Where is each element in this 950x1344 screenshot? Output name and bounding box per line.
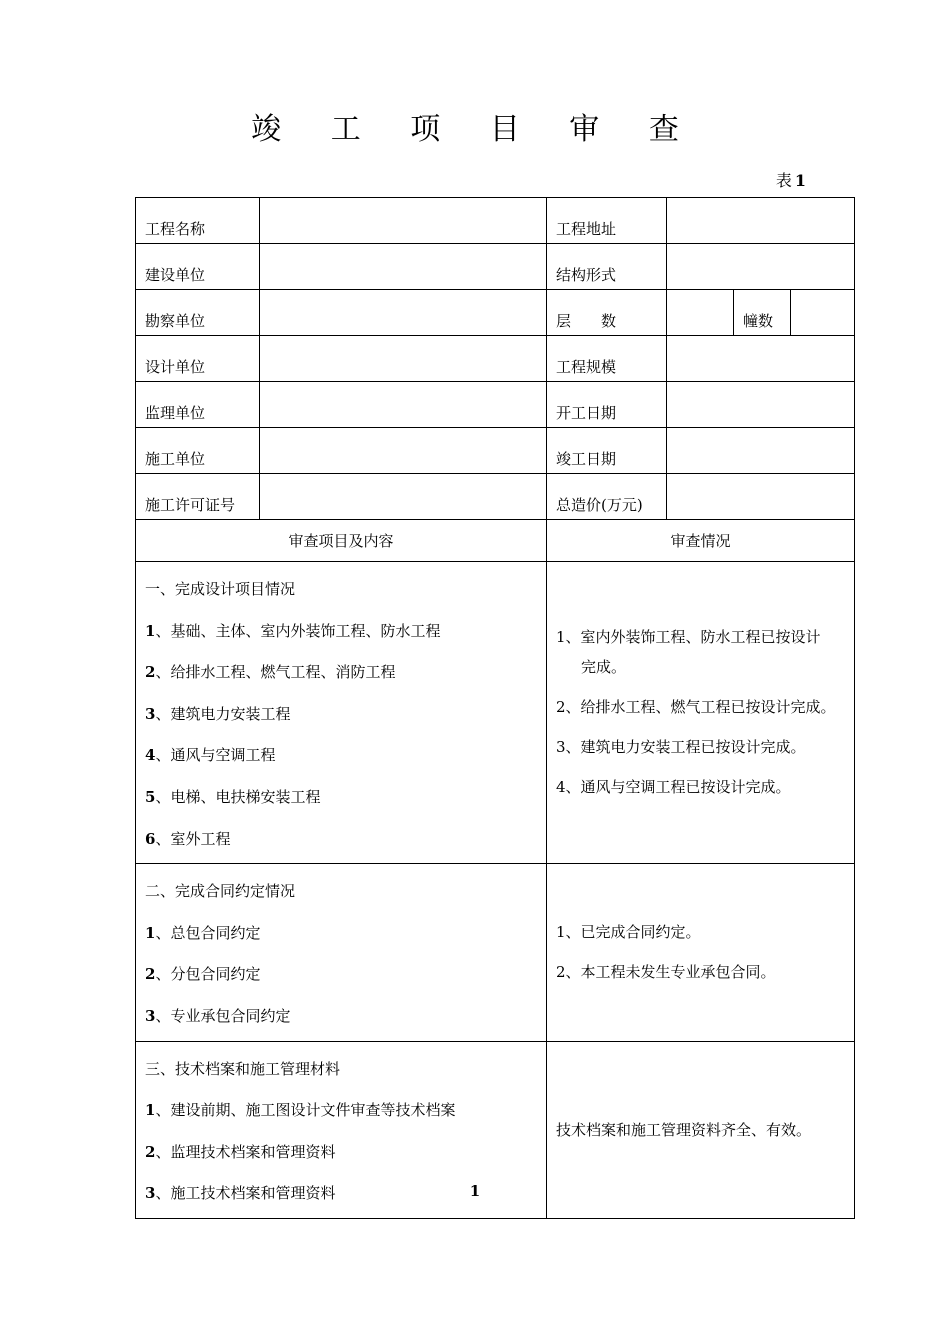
list-item: 2、分包合同约定	[145, 965, 261, 984]
info-row-supervision	[136, 382, 855, 428]
project-scale-label: 工程规模	[547, 336, 667, 382]
status-line: 完成。	[581, 658, 627, 676]
section-items-cell	[136, 864, 547, 1041]
section-design-completion	[136, 562, 855, 864]
section-heading: 一、完成设计项目情况	[145, 580, 296, 598]
list-item: 3、建筑电力安装工程	[145, 704, 291, 723]
list-item: 1、总包合同约定	[145, 923, 261, 942]
section-heading: 二、完成合同约定情况	[145, 882, 296, 901]
status-line: 2、本工程未发生专业承包合同。	[556, 963, 776, 982]
buildings-label: 幢数	[734, 290, 791, 336]
section-items-cell	[136, 562, 547, 864]
info-row-project-name	[136, 198, 855, 244]
project-scale-field[interactable]	[667, 336, 855, 382]
section-heading: 三、技术档案和施工管理材料	[145, 1059, 341, 1078]
status-line: 技术档案和施工管理资料齐全、有效。	[556, 1120, 812, 1139]
project-address-field[interactable]	[667, 198, 855, 244]
list-item: 3、专业承包合同约定	[145, 1006, 291, 1025]
start-date-field[interactable]	[667, 382, 855, 428]
page-title: 竣 工 项 目 审 查	[251, 112, 699, 147]
status-line: 4、通风与空调工程已按设计完成。	[556, 778, 791, 796]
total-cost-label: 总造价(万元)	[547, 474, 667, 520]
supervision-unit-field[interactable]	[260, 382, 547, 428]
list-item: 5、电梯、电扶梯安装工程	[145, 787, 321, 806]
structure-type-field[interactable]	[667, 244, 855, 290]
info-row-permit	[136, 474, 855, 520]
design-unit-field[interactable]	[260, 336, 547, 382]
page-number: 1	[469, 1182, 481, 1200]
status-line: 1、已完成合同约定。	[556, 923, 701, 942]
start-date-label: 开工日期	[547, 382, 667, 428]
completion-date-label: 竣工日期	[547, 428, 667, 474]
builder-field[interactable]	[260, 244, 547, 290]
survey-unit-label: 勘察单位	[136, 290, 260, 336]
list-item: 1、基础、主体、室内外装饰工程、防水工程	[145, 621, 441, 640]
review-header-row	[136, 520, 855, 562]
table-number-value: 1	[794, 171, 806, 190]
permit-number-label: 施工许可证号	[136, 474, 260, 520]
list-item: 4、通风与空调工程	[145, 746, 276, 765]
info-row-builder	[136, 244, 855, 290]
builder-label: 建设单位	[136, 244, 260, 290]
project-address-label: 工程地址	[547, 198, 667, 244]
survey-unit-field[interactable]	[260, 290, 547, 336]
review-items-header: 审查项目及内容	[136, 520, 547, 562]
construction-unit-label: 施工单位	[136, 428, 260, 474]
review-form	[135, 197, 854, 1219]
design-unit-label: 设计单位	[136, 336, 260, 382]
section-status-cell	[547, 562, 855, 864]
construction-unit-field[interactable]	[260, 428, 547, 474]
supervision-unit-label: 监理单位	[136, 382, 260, 428]
review-table	[135, 197, 855, 1219]
list-item: 3、施工技术档案和管理资料	[145, 1184, 336, 1203]
list-item: 6、室外工程	[145, 829, 231, 848]
table-number	[730, 168, 806, 191]
permit-number-field[interactable]	[260, 474, 547, 520]
project-name-field[interactable]	[260, 198, 547, 244]
completion-date-field[interactable]	[667, 428, 855, 474]
floors-label: 层 数	[547, 290, 667, 336]
project-name-label: 工程名称	[136, 198, 260, 244]
review-status-header: 审查情况	[547, 520, 855, 562]
info-row-construction	[136, 428, 855, 474]
info-row-design	[136, 336, 855, 382]
structure-type-label: 结构形式	[547, 244, 667, 290]
list-item: 2、监理技术档案和管理资料	[145, 1142, 336, 1161]
section-contract-completion	[136, 864, 855, 1041]
table-number-label: 表	[775, 171, 792, 190]
status-line: 1、室内外装饰工程、防水工程已按设计	[556, 628, 821, 646]
status-line: 2、给排水工程、燃气工程已按设计完成。	[556, 698, 836, 716]
section-status-cell	[547, 864, 855, 1041]
total-cost-field[interactable]	[667, 474, 855, 520]
list-item: 1、建设前期、施工图设计文件审查等技术档案	[145, 1101, 456, 1120]
buildings-field[interactable]	[791, 290, 855, 336]
list-item: 2、给排水工程、燃气工程、消防工程	[145, 663, 396, 682]
floors-field[interactable]	[667, 290, 734, 336]
info-row-survey	[136, 290, 855, 336]
status-line: 3、建筑电力安装工程已按设计完成。	[556, 738, 806, 756]
